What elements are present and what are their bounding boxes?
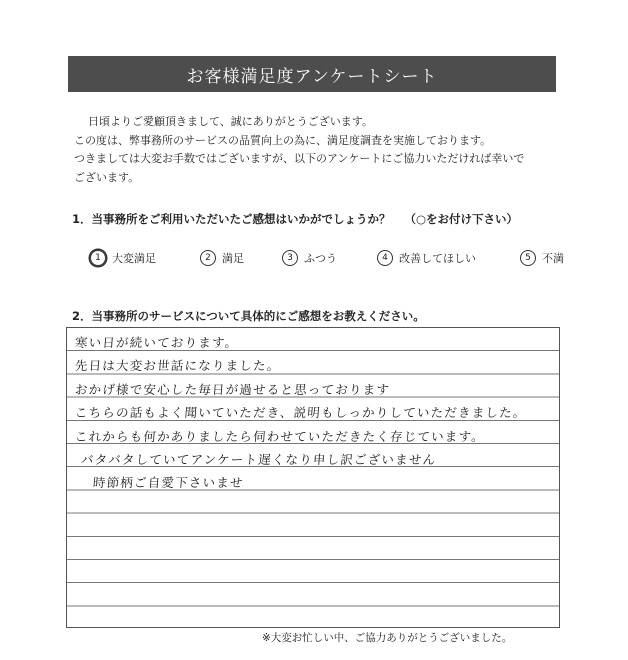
intro-line: つきましては大変お手数ではございますが、以下のアンケートにご協力いただければ幸いで (74, 152, 525, 165)
intro-text (74, 113, 574, 187)
option-number-circle: 4 (377, 250, 393, 266)
option-label: 不満 (542, 252, 564, 265)
question-1 (72, 211, 518, 227)
thank-you-note: ※大変お忙しい中、ご協力ありがとうございました。 (262, 632, 513, 644)
intro-line: この度は、弊事務所のサービスの品質向上の為に、満足度調査を実施しております。 (74, 133, 492, 147)
handwritten-line: こちらの話もよく聞いていただき、説明もしっかりしていただきました。 (74, 405, 528, 420)
handwritten-line: これからも何かありましたら伺わせていただきたく存じています。 (74, 429, 486, 444)
option-label: ふつう (304, 252, 337, 265)
option-label: 改善してほしい (399, 252, 476, 265)
option-dissatisfied[interactable] (520, 250, 564, 266)
handwritten-line: バタバタしていてアンケート遅くなり申し訳ございません (80, 452, 437, 467)
option-satisfied[interactable] (200, 250, 244, 266)
question-2-label: 2．当事務所のサービスについて具体的にご感想をお教えください。 (72, 309, 425, 323)
handwritten-line: おかげ様で安心した毎日が過せると思っております (74, 382, 391, 397)
question-1-label: 1．当事務所をご利用いただいたご感想はいかがでしょうか？ (72, 212, 391, 226)
option-number-circle: 5 (520, 250, 536, 266)
option-very-satisfied[interactable] (90, 250, 156, 266)
satisfaction-options (90, 250, 580, 270)
intro-line: 日頃よりご愛顧頂きまして、誠にありがとうございます。 (88, 115, 373, 128)
handwritten-line: 先日は大変お世話になりました。 (74, 358, 282, 373)
handwritten-line: 時節柄ご自愛下さいませ (92, 475, 245, 490)
handwritten-line: 寒い日が続いております。 (74, 335, 239, 350)
answer-box[interactable] (66, 327, 560, 628)
option-needs-improvement[interactable] (377, 250, 476, 266)
option-label: 大変満足 (112, 252, 156, 265)
question-1-note: （○をお付け下さい） (404, 212, 519, 226)
option-label: 満足 (222, 252, 244, 265)
option-number-circle: 2 (200, 250, 216, 266)
intro-line: ございます。 (74, 170, 140, 184)
option-number-circle: 3 (282, 250, 298, 266)
option-number-circle: 1 (90, 250, 106, 266)
option-neutral[interactable] (282, 250, 337, 266)
sheet-title: お客様満足度アンケートシート (68, 56, 556, 92)
